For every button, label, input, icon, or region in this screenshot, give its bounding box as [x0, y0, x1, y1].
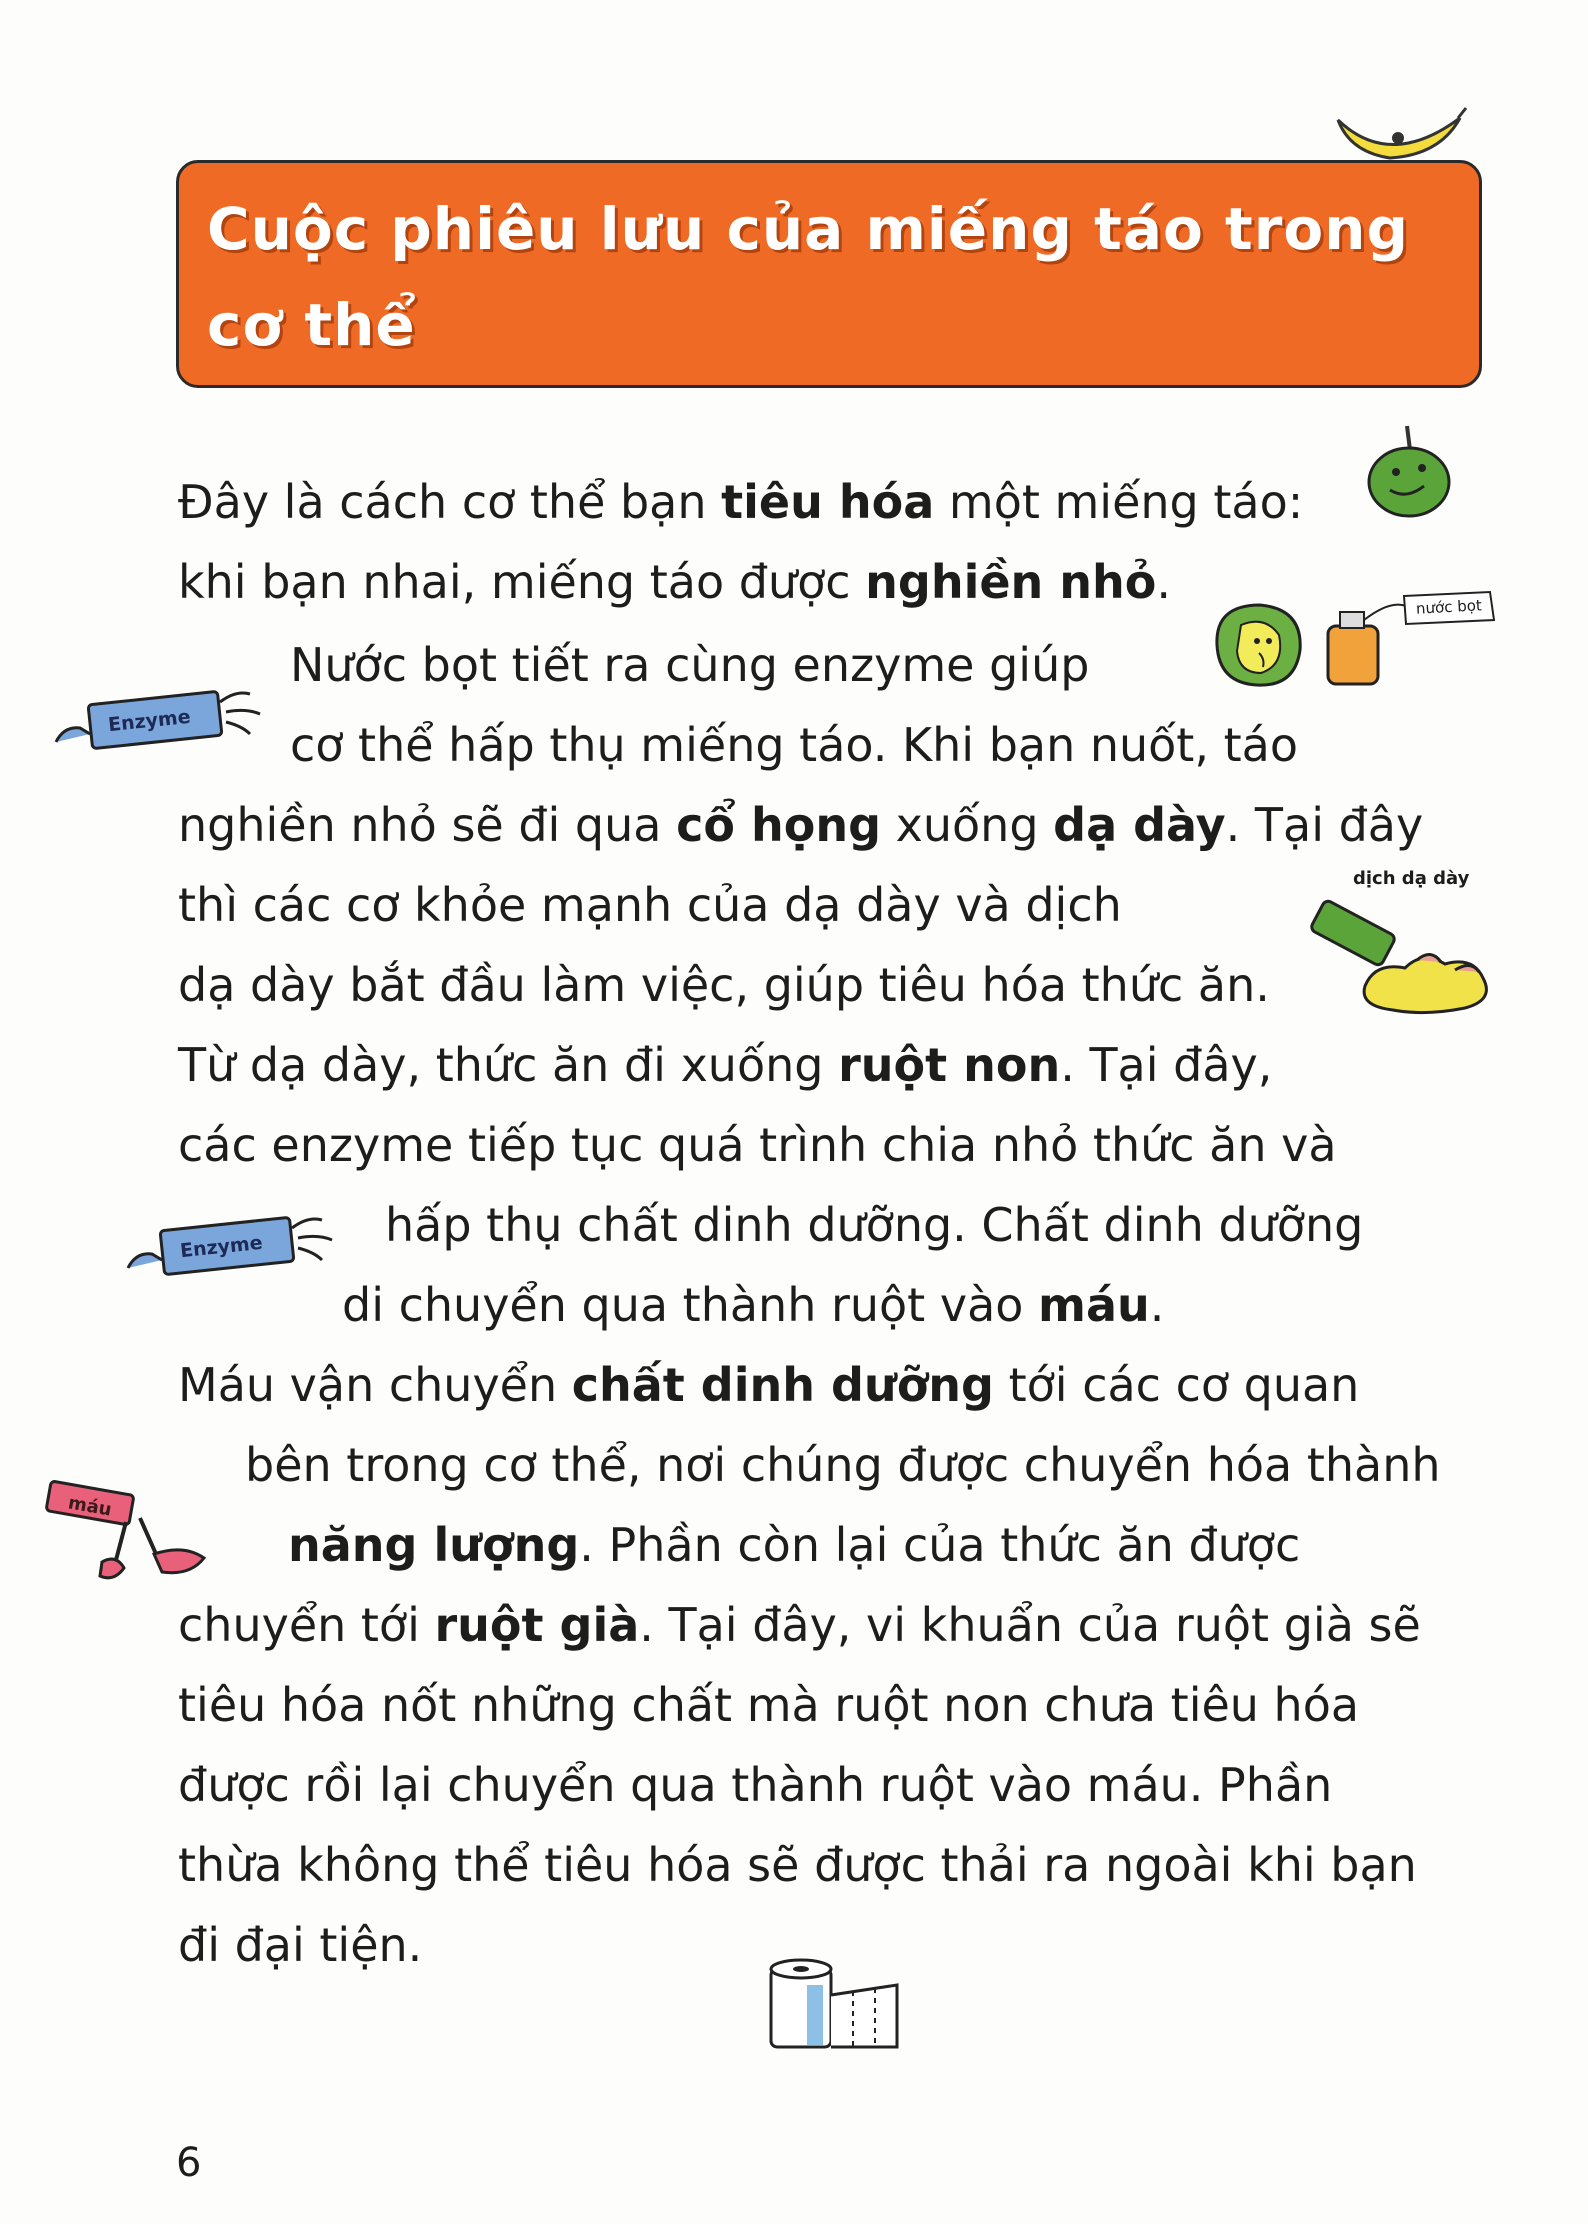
text-run: xuống [881, 798, 1054, 852]
text-run: di chuyển qua thành ruột vào [342, 1278, 1039, 1332]
text-run: dạ dày bắt đầu làm việc, giúp tiêu hóa thức ăn. [178, 958, 1270, 1012]
text-run: . Tại đây, vi khuẩn của ruột già sẽ [639, 1598, 1421, 1652]
bold-term: nghiền nhỏ [865, 555, 1157, 609]
text-run: . [1149, 1278, 1165, 1332]
toilet-paper-icon [765, 1955, 905, 2055]
page-title-line-2: cơ thể [207, 291, 416, 359]
text-run: Nước bọt tiết ra cùng enzyme giúp [290, 638, 1090, 692]
bold-term: cổ họng [676, 798, 882, 852]
enzyme-character-1 [50, 672, 265, 762]
body-line [178, 1115, 1337, 1175]
body-line [290, 715, 1298, 775]
bold-term: dạ dày [1053, 798, 1226, 852]
body-line [178, 1915, 422, 1975]
saliva-label: nước bọt [1415, 596, 1483, 618]
blood-label: máu [66, 1492, 114, 1521]
text-run: thì các cơ khỏe mạnh của dạ dày và dịch [178, 878, 1122, 932]
bold-term: ruột non [838, 1038, 1061, 1092]
blood-character-illustration [44, 1478, 244, 1598]
body-line [178, 552, 1171, 612]
body-line [288, 1515, 1300, 1575]
body-line [178, 795, 1423, 855]
body-line [178, 1755, 1332, 1815]
text-run: Từ dạ dày, thức ăn đi xuống [178, 1038, 839, 1092]
apple-illustration [1362, 420, 1457, 520]
saliva-bottle-illustration [1320, 590, 1500, 690]
body-line [178, 875, 1122, 935]
body-line [178, 472, 1303, 532]
page-title-line-1: Cuộc phiêu lưu của miếng táo trong [207, 195, 1409, 263]
text-run: cơ thể hấp thụ miếng táo. Khi bạn nuốt, táo [290, 718, 1298, 772]
body-line [178, 1675, 1359, 1735]
bold-term: máu [1038, 1278, 1150, 1332]
text-run: hấp thụ chất dinh dưỡng. Chất dinh dưỡng [385, 1198, 1364, 1252]
title-banner [176, 160, 1482, 388]
body-line [178, 955, 1270, 1015]
body-line [178, 1355, 1359, 1415]
text-run: một miếng táo: [934, 475, 1304, 529]
text-run: thừa không thể tiêu hóa sẽ được thải ra ngoài khi bạn [178, 1838, 1417, 1892]
chewed-apple-illustration [1205, 595, 1315, 695]
enzyme-character-2 [122, 1198, 337, 1288]
text-run: tới các cơ quan [993, 1358, 1360, 1412]
text-run: Máu vận chuyển [178, 1358, 572, 1412]
body-line [178, 1595, 1421, 1655]
text-run: khi bạn nhai, miếng táo được [178, 555, 866, 609]
body-line [385, 1195, 1363, 1255]
bold-term: năng lượng [288, 1518, 580, 1572]
enzyme-label-1: Enzyme [107, 705, 192, 737]
text-run: . Tại đây, [1060, 1038, 1273, 1092]
banana-illustration [1330, 100, 1470, 170]
gastric-juice-illustration [1305, 868, 1505, 1018]
bold-term: ruột già [434, 1598, 640, 1652]
body-line [245, 1435, 1441, 1495]
text-run: đi đại tiện. [178, 1918, 423, 1972]
text-run: tiêu hóa nốt những chất mà ruột non chưa tiêu hóa [178, 1678, 1360, 1732]
body-line [178, 1035, 1272, 1095]
enzyme-label-2: Enzyme [179, 1231, 264, 1263]
text-run: . [1156, 555, 1172, 609]
body-line [178, 1835, 1417, 1895]
text-run: . Phần còn lại của thức ăn được [579, 1518, 1301, 1572]
bold-term: chất dinh dưỡng [571, 1358, 994, 1412]
text-run: bên trong cơ thể, nơi chúng được chuyển hóa thành [245, 1438, 1441, 1492]
text-run: nghiền nhỏ sẽ đi qua [178, 798, 677, 852]
text-run: chuyển tới [178, 1598, 435, 1652]
text-run: các enzyme tiếp tục quá trình chia nhỏ thức ăn và [178, 1118, 1337, 1172]
body-line [342, 1275, 1164, 1335]
gastric-juice-label: dịch dạ dày [1353, 868, 1470, 889]
text-run: . Tại đây [1225, 798, 1424, 852]
text-run: Đây là cách cơ thể bạn [178, 475, 722, 529]
page-number: 6 [176, 2140, 202, 2186]
bold-term: tiêu hóa [721, 475, 935, 529]
body-line [290, 635, 1089, 695]
text-run: được rồi lại chuyển qua thành ruột vào máu. Phần [178, 1758, 1333, 1812]
